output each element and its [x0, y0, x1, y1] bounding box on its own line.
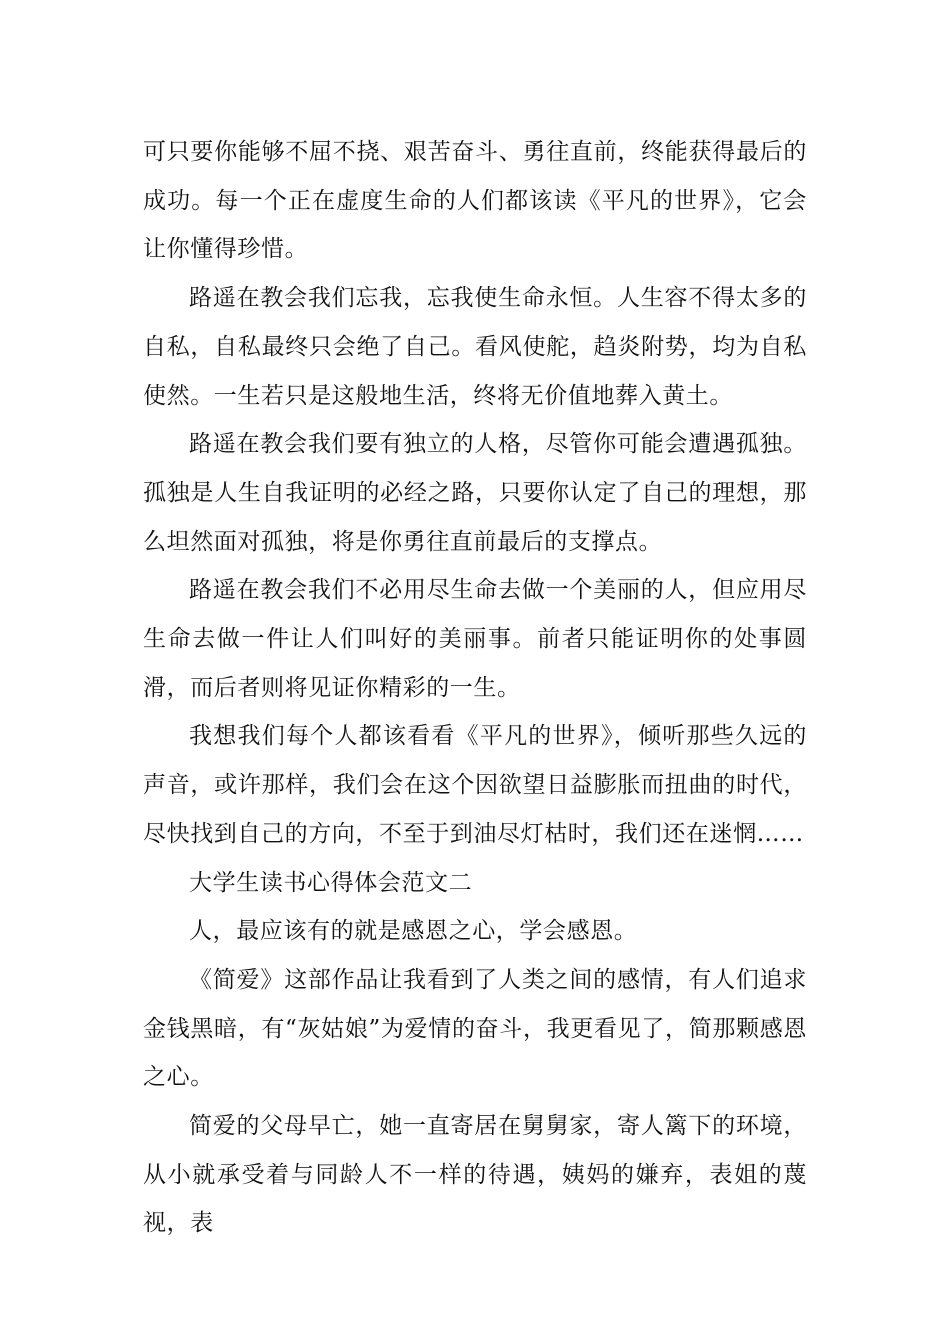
document-body [143, 128, 807, 1248]
paragraph-continuation: 可只要你能够不屈不挠、艰苦奋斗、勇往直前，终能获得最后的成功。每一个正在虚度生命的人们都该读《平凡的世界》，它会让你懂得珍惜。 [143, 139, 807, 263]
paragraph-jane-eyre: 《简爱》这部作品让我看到了人类之间的感情，有人们追求金钱黑暗，有“灰姑娘”为爱情的奋斗，我更看见了，简那颗感恩之心。 [143, 966, 807, 1091]
paragraph-selflessness: 路遥在教会我们忘我，忘我使生命永恒。人生容不得太多的自私，自私最终只会绝了自己。看风使舵，趋炎附势，均为自私使然。一生若只是这般地生活，终将无价值地葬入黄土。 [143, 285, 807, 409]
paragraph-gratitude: 人，最应该有的就是感恩之心，学会感恩。 [189, 918, 638, 945]
paragraph-independence: 路遥在教会我们要有独立的人格，尽管你可能会遭遇孤独。孤独是人生自我证明的必经之路，只要你认定了自己的理想，那么坦然面对孤独，将是你勇往直前最后的支撑点。 [143, 431, 807, 555]
paragraph-beautiful-deed: 路遥在教会我们不必用尽生命去做一个美丽的人，但应用尽生命去做一件让人们叫好的美丽事。前者只能证明你的处事圆滑，而后者则将见证你精彩的一生。 [143, 577, 807, 701]
section-heading: 大学生读书心得体会范文二 [189, 869, 473, 896]
paragraph-conclusion: 我想我们每个人都该看看《平凡的世界》，倾听那些久远的声音，或许那样，我们会在这个因欲望日益膨胀而扭曲的时代，尽快找到自己的方向，不至于到油尽灯枯时，我们还在迷惘…… [143, 723, 807, 847]
paragraph-jane-childhood: 简爱的父母早亡，她一直寄居在舅舅家，寄人篱下的环境，从小就承受着与同龄人不一样的待遇，姨妈的嫌弃，表姐的蔑视，表 [143, 1113, 807, 1237]
